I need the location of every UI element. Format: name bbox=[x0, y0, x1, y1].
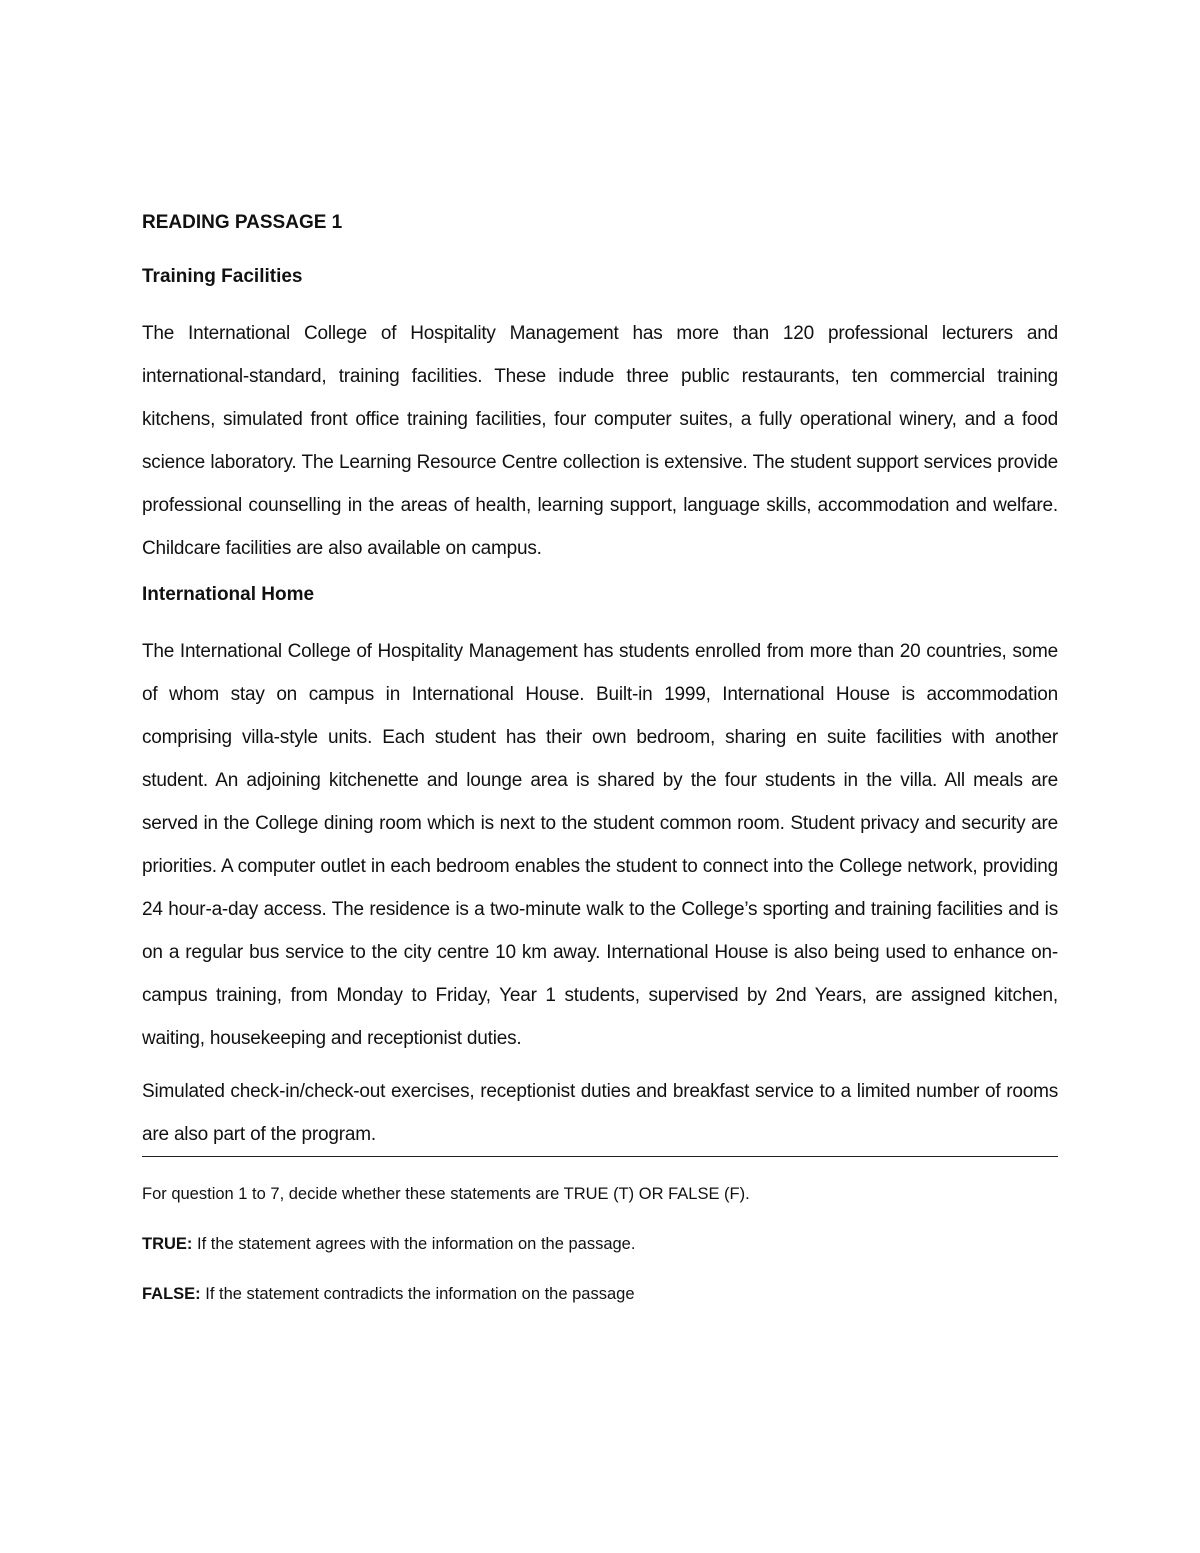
instructions-intro: For question 1 to 7, decide whether these statements are TRUE (T) OR FALSE (F). bbox=[142, 1185, 750, 1203]
section-title-training-facilities: Training Facilities bbox=[142, 266, 303, 287]
simulated-exercises-paragraph: Simulated check-in/check-out exercises, receptionist duties and breakfast service to a limited number of rooms are also part of the program. bbox=[142, 1081, 1058, 1145]
document-page bbox=[142, 208, 1058, 1331]
section-title-international-home: International Home bbox=[142, 584, 315, 605]
section-divider bbox=[142, 1156, 1058, 1157]
false-definition bbox=[142, 1281, 1058, 1307]
true-definition bbox=[142, 1231, 1058, 1257]
true-label: TRUE: bbox=[142, 1235, 193, 1253]
passage-heading: READING PASSAGE 1 bbox=[142, 212, 343, 233]
true-text: If the statement agrees with the information on the passage. bbox=[192, 1235, 636, 1253]
international-home-paragraph: The International College of Hospitality Management has students enrolled from more than 20 countries, some of whom stay on campus in International House. Built-in 1999, International House is accommodation comprising villa-style units. Each student has their own bedroom, sharing en suite facilities with another student. An adjoining kitchenette and lounge area is shared by the four students in the villa. All meals are served in the College dining room which is next to the student common room. Student privacy and security are priorities. A computer outlet in each bedroom enables the student to connect into the College network, providing 24 hour-a-day access. The residence is a two-minute walk to the College’s sporting and training facilities and is on a regular bus service to the city centre 10 km away. International House is also being used to enhance on-campus training, from Monday to Friday, Year 1 students, supervised by 2nd Years, are assigned kitchen, waiting, housekeeping and receptionist duties. bbox=[142, 641, 1058, 1049]
training-facilities-paragraph: The International College of Hospitality Management has more than 120 professional lecturers and international-standard, training facilities. These indude three public restaurants, ten commercial training kitchens, simulated front office training facilities, four computer suites, a fully operational winery, and a food science laboratory. The Learning Resource Centre collection is extensive. The student support services provide professional counselling in the areas of health, learning support, language skills, accommodation and welfare. Childcare facilities are also available on campus. bbox=[142, 323, 1058, 559]
false-text: If the statement contradicts the information on the passage bbox=[200, 1285, 635, 1303]
false-label: FALSE: bbox=[142, 1285, 201, 1303]
